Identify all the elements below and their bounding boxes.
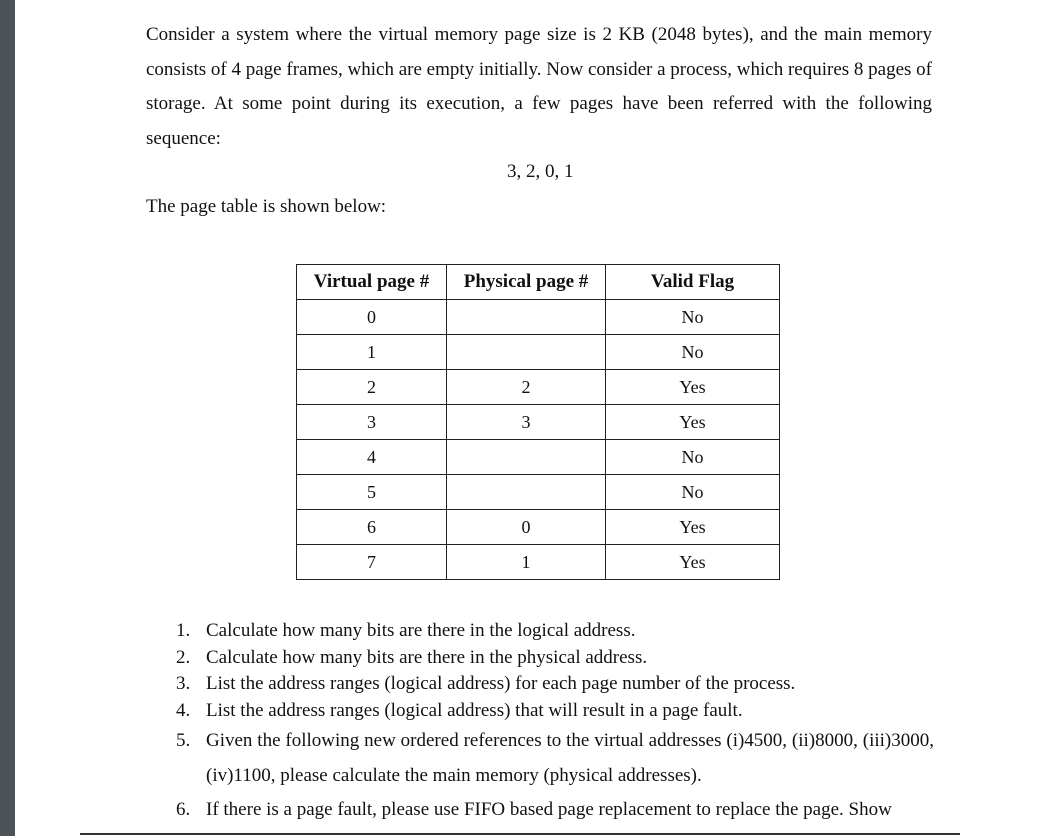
question-text: Given the following new ordered references to the virtual addresses (i)4500, (ii)8000, (iii)3000, (iv)1100, please calculate the main memory (physical addresses). [206, 730, 934, 786]
list-item [168, 645, 934, 672]
document-page [15, 0, 1041, 836]
question-text: List the address ranges (logical address) that will result in a page fault. [206, 699, 743, 721]
page-table-header-row [297, 265, 780, 300]
question-text: If there is a page fault, please use FIFO based page replacement to replace the page. Show [206, 799, 892, 820]
virtual-page-cell: 7 [297, 545, 447, 580]
header-virtual-page: Virtual page # [297, 265, 447, 300]
table-row [297, 300, 780, 335]
page-table [296, 264, 780, 580]
page-bottom-rule [80, 833, 960, 835]
list-item [168, 793, 934, 828]
physical-page-cell: 3 [447, 405, 606, 440]
virtual-page-cell: 0 [297, 300, 447, 335]
virtual-page-cell: 2 [297, 370, 447, 405]
physical-page-cell [447, 300, 606, 335]
question-number: 4. [176, 699, 191, 721]
virtual-page-cell: 6 [297, 510, 447, 545]
table-row [297, 475, 780, 510]
valid-flag-cell: No [606, 335, 780, 370]
physical-page-cell: 1 [447, 545, 606, 580]
question-number: 6. [176, 799, 191, 820]
reference-sequence: 3, 2, 0, 1 [507, 161, 574, 182]
table-row [297, 440, 780, 475]
list-item [168, 724, 934, 793]
table-row [297, 370, 780, 405]
question-number: 1. [176, 620, 191, 641]
question-number: 2. [176, 646, 191, 668]
list-item [168, 618, 934, 645]
question-number: 3. [176, 673, 191, 694]
valid-flag-cell: Yes [606, 545, 780, 580]
question-text: List the address ranges (logical address) for each page number of the process. [206, 673, 796, 694]
physical-page-cell [447, 475, 606, 510]
header-valid-flag: Valid Flag [606, 265, 780, 300]
physical-page-cell [447, 440, 606, 475]
table-row [297, 545, 780, 580]
list-item [168, 671, 934, 698]
valid-flag-cell: No [606, 300, 780, 335]
intro-paragraph: Consider a system where the virtual memory page size is 2 KB (2048 bytes), and the main memory consists of 4 page frames, which are empty initially. Now consider a process, which requires 8 pages of storage. At some point during its execution, a few pages have been referred with the following sequence: [146, 24, 932, 149]
table-row [297, 405, 780, 440]
table-intro-text: The page table is shown below: [146, 196, 387, 217]
virtual-page-cell: 5 [297, 475, 447, 510]
physical-page-cell: 2 [447, 370, 606, 405]
question-text: Calculate how many bits are there in the logical address. [206, 620, 636, 641]
valid-flag-cell: Yes [606, 405, 780, 440]
valid-flag-cell: Yes [606, 510, 780, 545]
physical-page-cell: 0 [447, 510, 606, 545]
question-text: Calculate how many bits are there in the physical address. [206, 646, 648, 668]
viewer-side-panel [0, 0, 15, 836]
physical-page-cell [447, 335, 606, 370]
virtual-page-cell: 4 [297, 440, 447, 475]
valid-flag-cell: No [606, 440, 780, 475]
virtual-page-cell: 3 [297, 405, 447, 440]
table-row [297, 335, 780, 370]
virtual-page-cell: 1 [297, 335, 447, 370]
header-physical-page: Physical page # [447, 265, 606, 300]
table-row [297, 510, 780, 545]
list-item [168, 698, 934, 725]
valid-flag-cell: No [606, 475, 780, 510]
valid-flag-cell: Yes [606, 370, 780, 405]
question-list [168, 618, 934, 828]
question-number: 5. [176, 730, 191, 751]
